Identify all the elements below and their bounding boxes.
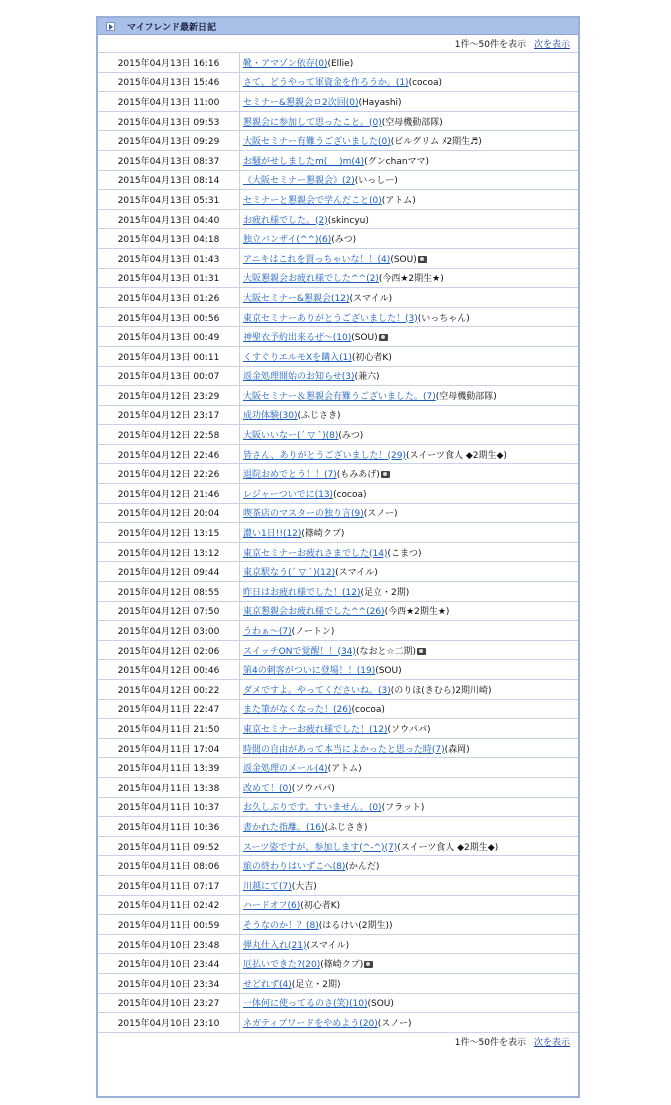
entry-author: (スマイル) [349,293,393,304]
entry-author: (みつ) [331,235,357,246]
pager-bottom [98,1033,578,1050]
entry-content [240,291,392,304]
entry-date: 2015年04月10日 23:44 [98,954,240,973]
entry-author: (いっちゃん) [417,313,470,324]
entry-title-link[interactable]: 靴・アマゾン依存(0) [243,58,328,69]
entry-content [240,271,444,284]
entry-title-link[interactable]: 一体何に使ってるのさ(笑)(10) [243,999,368,1010]
entry-date: 2015年04月11日 13:39 [98,758,240,777]
entry-title-link[interactable]: 独立バンザイ(^^)(6) [243,235,332,246]
entry-content [240,448,507,461]
list-item [98,464,578,484]
entry-author: (もみあげ) [336,470,380,481]
entry-content [240,624,334,637]
entry-title-link[interactable]: 喫茶店のマスターの独り言(9) [243,509,364,520]
entry-title-link[interactable]: 第4の刺客がついに登場！！(19) [243,666,376,677]
camera-icon [364,961,373,968]
entry-content [240,683,492,696]
entry-author: (のりほ(きむら)2期川崎) [390,685,492,696]
entry-date: 2015年04月11日 08:06 [98,856,240,875]
entry-content [240,389,497,402]
list-item [98,543,578,563]
list-item [98,739,578,759]
entry-date: 2015年04月12日 00:22 [98,680,240,699]
entry-author: (森岡) [444,744,470,755]
entry-author: (ふじさき) [324,822,368,833]
list-item [98,131,578,151]
entry-content [240,585,409,598]
entry-author: (スイーツ食人 ◆2期生◆) [406,450,507,461]
list-item [98,641,578,661]
list-item [98,562,578,582]
list-item [98,896,578,916]
entry-author: (アトム) [327,764,362,775]
entry-date: 2015年04月13日 01:26 [98,288,240,307]
entry-author: (フラット) [381,803,425,814]
entry-date: 2015年04月13日 08:14 [98,171,240,190]
entry-author: (アトム) [381,195,416,206]
list-item [98,327,578,347]
list-item [98,915,578,935]
list-item [98,406,578,426]
list-item [98,484,578,504]
entry-title-link[interactable]: お騒がせしましたm(_ _)m(4) [243,156,365,167]
entry-date: 2015年04月12日 03:00 [98,621,240,640]
entry-title-link[interactable]: 川越にて(7) [243,881,292,892]
entry-content [240,663,402,676]
play-icon [106,22,115,31]
list-item [98,1013,578,1033]
entry-date: 2015年04月13日 09:29 [98,131,240,150]
entry-title-link[interactable]: セミナー&懇親会ロ2次回(0) [243,97,359,108]
list-item [98,288,578,308]
entry-title-link[interactable]: スーツ姿ですが、参加します(^-^)(7) [243,842,398,853]
list-item [98,621,578,641]
entry-content [240,742,470,755]
entry-date: 2015年04月12日 23:17 [98,406,240,425]
entry-author: (ソウパパ) [387,724,431,735]
entry-content [240,330,388,343]
entry-content [240,820,368,833]
entry-author: (篠崎クブ) [320,960,364,971]
entry-title-link[interactable]: 濃い1日!!(12) [243,529,302,540]
entry-content [240,781,335,794]
pager-top [98,35,578,53]
entry-author: (足立・2期) [291,979,341,990]
entry-content [240,898,340,911]
entry-content [240,428,363,441]
entry-date: 2015年04月13日 00:11 [98,347,240,366]
entry-author: (空母機動部隊) [435,391,497,402]
entry-content [240,213,369,226]
list-item [98,974,578,994]
entry-author: (skincyu) [327,215,369,226]
entry-title-link[interactable]: 厄払いできた?(20) [243,960,321,971]
camera-icon [417,648,426,655]
list-item [98,856,578,876]
entry-date: 2015年04月12日 09:44 [98,562,240,581]
entry-title-link[interactable]: そうなのか！？(8) [243,920,319,931]
entry-title-link[interactable]: レジャーついでに(13) [243,489,334,500]
entry-author: (スマイル) [335,568,378,579]
entry-content [240,173,398,186]
entry-content [240,722,431,735]
entry-content [240,487,367,500]
list-item [98,151,578,171]
entry-date: 2015年04月11日 10:37 [98,798,240,817]
entry-author: (スイーツ食人 ◆2期生◆) [397,842,499,853]
entry-author: (空母機動部隊) [381,117,443,128]
list-item [98,582,578,602]
entry-date: 2015年04月12日 21:46 [98,484,240,503]
entry-content [240,75,442,88]
entry-content [240,644,426,657]
entry-date: 2015年04月13日 11:00 [98,92,240,111]
entry-title-link[interactable]: 弾丸仕入れ(21) [243,940,307,951]
entry-content [240,95,402,108]
entry-content [240,859,379,872]
entry-date: 2015年04月13日 04:18 [98,229,240,248]
entry-date: 2015年04月12日 23:29 [98,386,240,405]
entry-author: (cocoa) [351,705,385,716]
entry-author: (はるけい(2期生)) [318,920,393,931]
entry-content [240,604,449,617]
entry-content [240,506,398,519]
entry-title-link[interactable]: お疲れ様でした。(2) [243,215,328,226]
entry-author: (SOU) [375,666,402,677]
entry-date: 2015年04月11日 22:47 [98,700,240,719]
entry-title-link[interactable]: 返金処理開始のお知らせ(3) [243,372,355,383]
entry-title-link[interactable]: うわぁ～(7) [243,627,292,638]
entry-author: (スノー) [377,1018,412,1029]
entry-author: (SOU) [390,254,417,265]
entry-author: (ビルグリム ﾒ2期生♬) [390,137,482,148]
next-page-link[interactable]: 次を表示 [533,40,570,50]
list-item [98,523,578,543]
entry-title-link[interactable]: 皆さん、ありがとうございました！(29) [243,450,407,461]
entry-content [240,840,498,853]
entry-title-link[interactable]: スイッチONで覚醒！！(34) [243,646,356,657]
entry-date: 2015年04月10日 23:27 [98,994,240,1013]
entry-author: (足立・2期) [360,587,410,598]
list-item [98,308,578,328]
entry-date: 2015年04月12日 22:46 [98,445,240,464]
entry-title-link[interactable]: アニキはこれを買っちゃいな！！(4) [243,254,391,265]
entry-content [240,467,390,480]
entry-date: 2015年04月10日 23:48 [98,935,240,954]
entry-date: 2015年04月12日 08:55 [98,582,240,601]
list-item [98,249,578,269]
entry-date: 2015年04月12日 00:46 [98,660,240,679]
entry-title-link[interactable]: さて、どうやって軍資金を作ろうか。(1) [243,78,409,89]
entry-date: 2015年04月12日 20:04 [98,504,240,523]
entry-title-link[interactable]: 退院おめでとう！！(7) [243,470,337,481]
entry-content [240,1016,412,1029]
entry-date: 2015年04月13日 09:53 [98,112,240,131]
entry-title-link[interactable]: 大阪いいなー(´ ▽ `)(8) [243,431,339,442]
entry-author: (グンchanママ) [364,156,430,167]
entry-title-link[interactable]: 時間の自由があって本当によかったと思った時(7) [243,744,445,755]
entry-content [240,56,353,69]
entry-author: (いっしー) [354,176,398,187]
entry-author: (ふじさき) [297,411,341,422]
entry-content [240,977,341,990]
entry-content [240,154,429,167]
list-item [98,445,578,465]
entry-date: 2015年04月12日 07:50 [98,602,240,621]
entry-author: (スマイル) [306,940,350,951]
entry-content [240,702,385,715]
entry-date: 2015年04月12日 13:12 [98,543,240,562]
entry-title-link[interactable]: ネガティブワードをやめよう(20) [243,1018,378,1029]
entry-author: (今西★2期生★) [378,274,444,285]
list-item [98,504,578,524]
entry-title-link[interactable]: せどれず(4) [243,979,292,990]
entry-author: (なおと☆二期) [355,646,417,657]
camera-icon [381,471,390,478]
entry-author: (SOU) [367,999,394,1010]
list-item [98,935,578,955]
entry-date: 2015年04月12日 22:26 [98,464,240,483]
entry-date: 2015年04月13日 01:43 [98,249,240,268]
entry-author: (かんだ) [345,862,380,873]
entry-author: (みつ) [338,431,364,442]
entry-title-link[interactable]: また筆がなくなった！(26) [243,705,352,716]
list-item [98,680,578,700]
entry-title-link[interactable]: 旅の終わりはいずこへ(8) [243,862,346,873]
entry-date: 2015年04月13日 00:07 [98,367,240,386]
entry-content [240,350,392,363]
list-item [98,758,578,778]
entry-date: 2015年04月12日 22:58 [98,425,240,444]
entry-author: (初心者K) [351,352,392,363]
friend-diary-panel [96,16,580,1098]
list-item [98,994,578,1014]
entry-date: 2015年04月11日 07:17 [98,876,240,895]
entry-author: (ソウパパ) [291,783,335,794]
entry-date: 2015年04月11日 13:38 [98,778,240,797]
list-item [98,347,578,367]
diary-list [98,53,578,1033]
entry-date: 2015年04月11日 02:42 [98,896,240,915]
entry-title-link[interactable]: 東京駅なう(´ ▽ `)(12) [243,568,336,579]
entry-content [240,311,470,324]
list-item [98,92,578,112]
entry-date: 2015年04月12日 13:15 [98,523,240,542]
entry-author: (大吉) [291,881,317,892]
entry-date: 2015年04月11日 10:36 [98,817,240,836]
entry-author: (Ellie) [327,58,354,69]
entry-title-link[interactable]: 東京セミナーありがとうございました！(3) [243,313,418,324]
entry-content [240,232,356,245]
entry-date: 2015年04月11日 17:04 [98,739,240,758]
entry-title-link[interactable]: 神聖衣予約出来るぜ～(10) [243,333,352,344]
entry-title-link[interactable]: 大阪セミナー&懇親会(12) [243,293,350,304]
entry-content [240,938,349,951]
list-item [98,73,578,93]
entry-date: 2015年04月13日 15:46 [98,73,240,92]
entry-title-link[interactable]: お久しぶりです。すいません。(0) [243,803,382,814]
entry-author: (SOU) [351,333,378,344]
entry-title-link[interactable]: 書かれた指離。(16) [243,822,325,833]
panel-header [98,18,578,35]
entry-date: 2015年04月13日 04:40 [98,210,240,229]
entry-title-link[interactable]: 東京セミナーお疲れ様でした！(12) [243,724,388,735]
entry-author: (cocoa) [408,78,443,89]
entry-content [240,996,394,1009]
list-item [98,112,578,132]
entry-content [240,193,416,206]
entry-content [240,134,482,147]
entry-title-link[interactable]: ハードオフ(6) [243,901,301,912]
list-item [98,53,578,73]
list-item [98,660,578,680]
entry-title-link[interactable]: 大阪セミナー＆懇親会有難うございました。(7) [243,391,436,402]
entry-title-link[interactable]: 昨日はお疲れ様でした！(12) [243,587,361,598]
list-item [98,700,578,720]
entry-title-link[interactable]: 《大阪セミナー懇親会》(2) [243,176,355,187]
entry-content [240,369,380,382]
list-item [98,269,578,289]
pager-range: 1件～50件を表示 [454,1037,526,1048]
entry-author: (今西★2期生★) [384,607,450,618]
list-item [98,876,578,896]
entry-title-link[interactable]: 懇親会に参加して思ったこと。(0) [243,117,382,128]
entry-date: 2015年04月11日 00:59 [98,915,240,934]
entry-title-link[interactable]: ダメですよ。やってくださいね。(3) [243,685,391,696]
entry-author: (初心者K) [300,901,341,912]
list-item [98,425,578,445]
entry-content [240,115,443,128]
entry-date: 2015年04月11日 09:52 [98,837,240,856]
next-page-link[interactable]: 次を表示 [533,1037,570,1048]
entry-date: 2015年04月12日 02:06 [98,641,240,660]
entry-title-link[interactable]: セミナーと懇親会で学んだこと(0) [243,195,382,206]
entry-author: (Hayashi) [358,97,402,108]
list-item [98,386,578,406]
entry-content [240,408,341,421]
entry-content [240,565,378,578]
list-item [98,367,578,387]
entry-date: 2015年04月13日 05:31 [98,190,240,209]
entry-content [240,918,393,931]
list-item [98,798,578,818]
entry-date: 2015年04月13日 01:31 [98,269,240,288]
entry-title-link[interactable]: 成功体験(30) [243,411,298,422]
entry-content [240,252,427,265]
entry-content [240,526,344,539]
entry-author: (スノー) [363,509,398,520]
entry-date: 2015年04月13日 16:16 [98,53,240,72]
entry-date: 2015年04月11日 21:50 [98,719,240,738]
entry-title-link[interactable]: 改めて！(0) [243,783,292,794]
list-item [98,837,578,857]
entry-author: (篠崎クブ) [301,529,345,540]
entry-title-link[interactable]: くすぐりエルモXを購入(1) [243,352,352,363]
entry-author: (兼六) [354,372,380,383]
camera-icon [418,256,427,263]
camera-icon [379,334,388,341]
list-item [98,229,578,249]
list-item [98,954,578,974]
list-item [98,719,578,739]
entry-date: 2015年04月10日 23:10 [98,1013,240,1032]
entry-author: (こまつ) [387,548,422,559]
entry-title-link[interactable]: 返金処理のメール(4) [243,764,328,775]
entry-date: 2015年04月13日 00:56 [98,308,240,327]
entry-title-link[interactable]: 東京懇親会お疲れ様でした^^(26) [243,607,385,618]
list-item [98,190,578,210]
entry-author: (cocoa) [333,489,367,500]
entry-title-link[interactable]: 東京セミナーお疲れさまでした(14) [243,548,388,559]
list-item [98,778,578,798]
panel-title: マイフレンド最新日記 [127,22,216,33]
entry-content [240,957,373,970]
entry-content [240,879,317,892]
entry-content [240,761,362,774]
list-item [98,210,578,230]
list-item [98,171,578,191]
entry-date: 2015年04月13日 00:49 [98,327,240,346]
entry-date: 2015年04月10日 23:34 [98,974,240,993]
list-item [98,602,578,622]
entry-content [240,546,422,559]
pager-range: 1件～50件を表示 [454,40,526,50]
list-item [98,817,578,837]
entry-title-link[interactable]: 大阪懇親会お疲れ様でした^^(2) [243,274,379,285]
entry-title-link[interactable]: 大阪セミナー有難うございました(0) [243,137,391,148]
entry-content [240,800,424,813]
entry-author: (ノートン) [291,627,335,638]
entry-date: 2015年04月13日 08:37 [98,151,240,170]
